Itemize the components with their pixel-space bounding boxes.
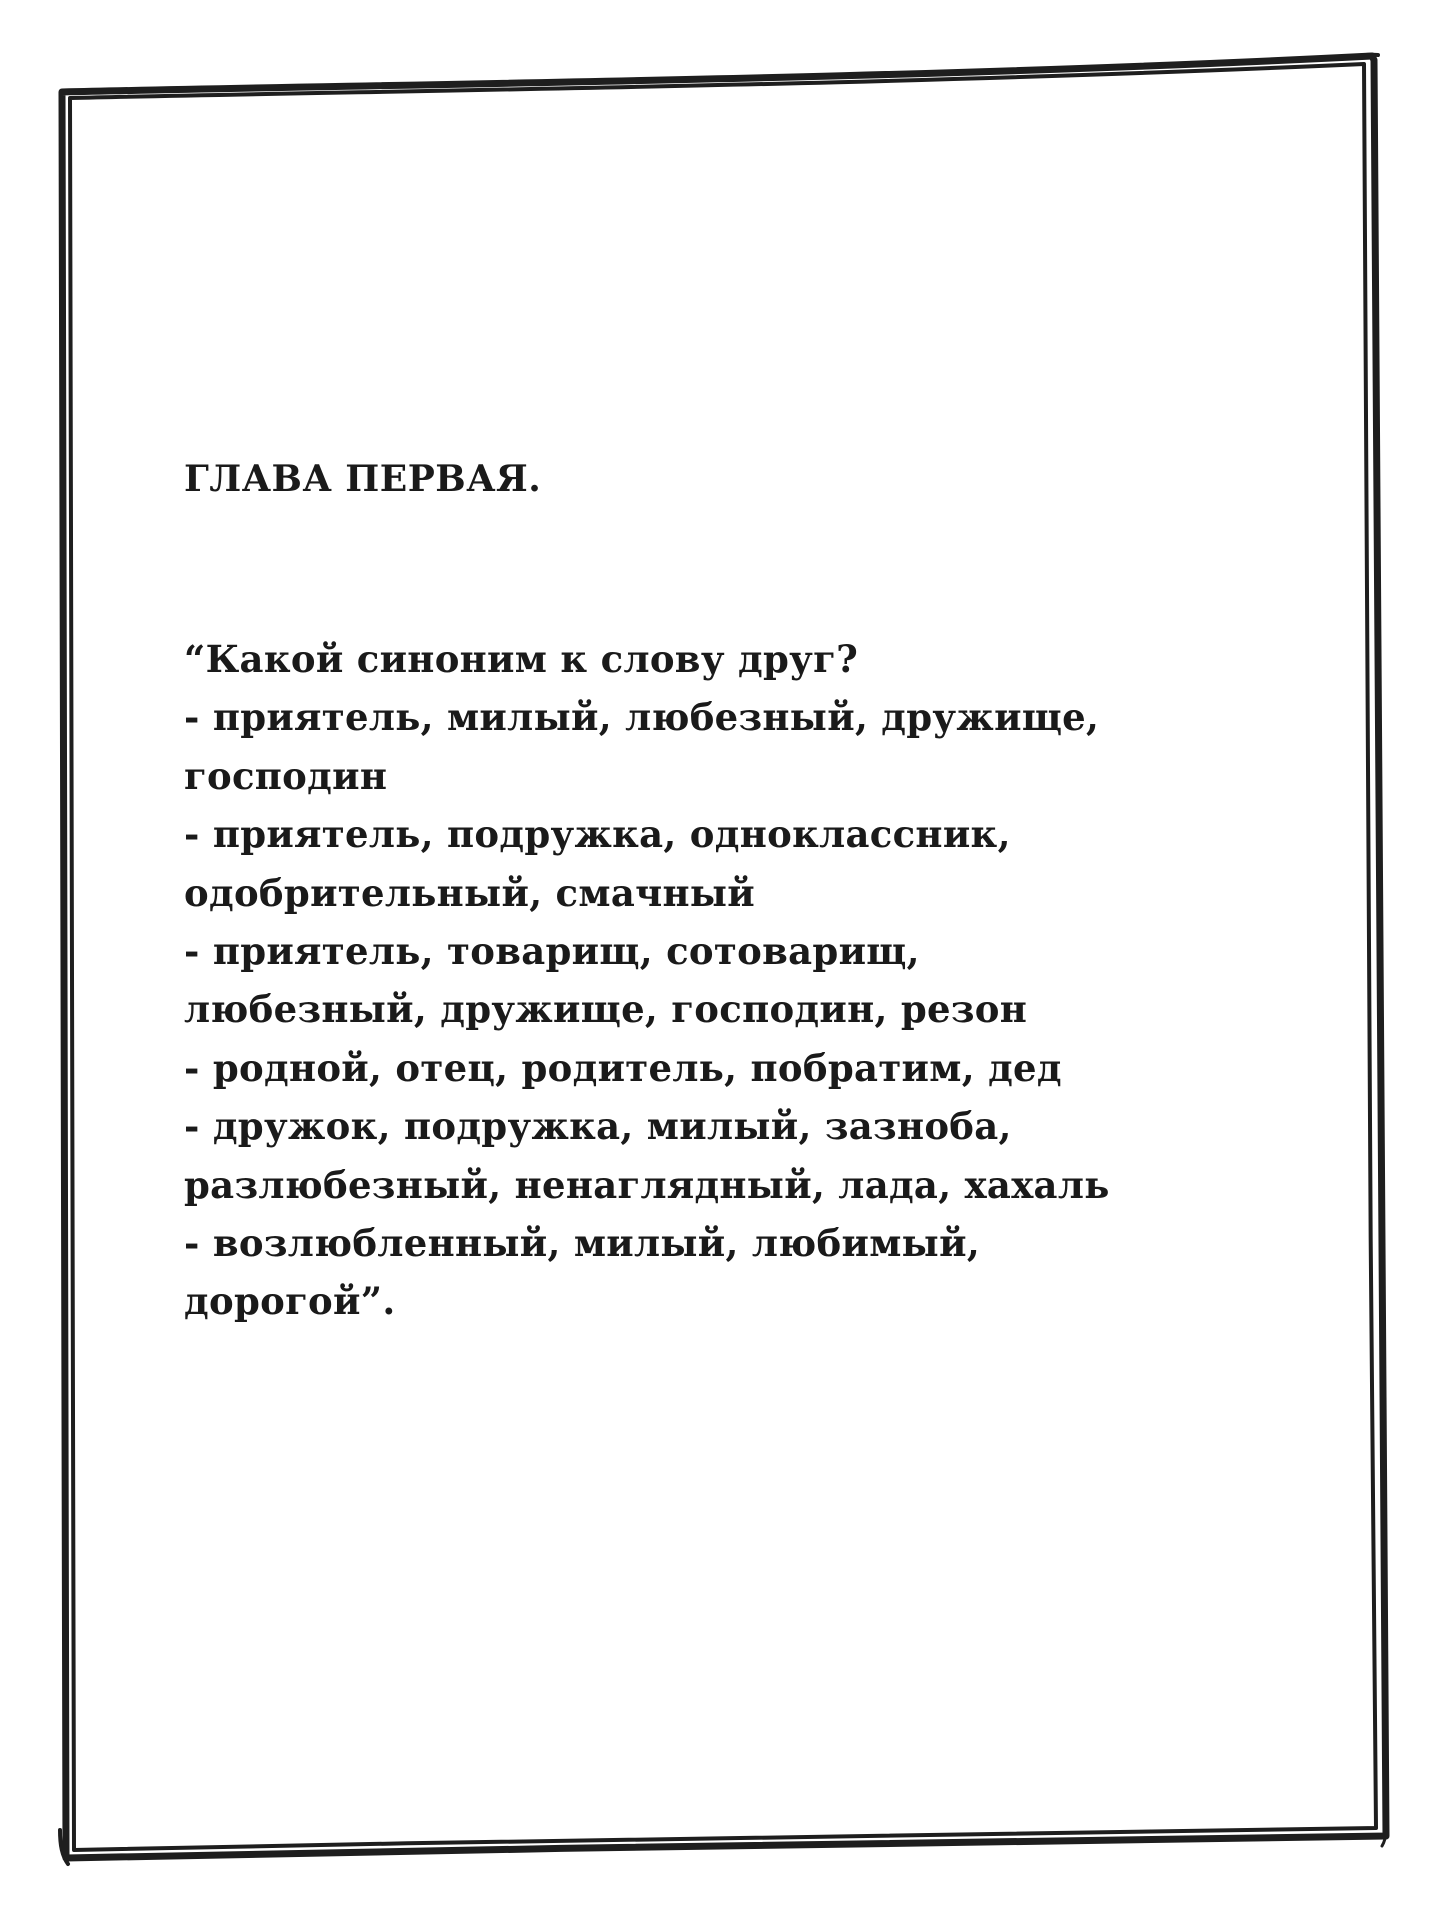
text-line: - приятель, подружка, одноклассник, xyxy=(184,812,1011,857)
text-line: разлюбезный, ненаглядный, лада, хахаль xyxy=(184,1162,1110,1207)
text-line: любезный, дружище, господин, резон xyxy=(184,987,1028,1032)
text-line: - дружок, подружка, милый, зазноба, xyxy=(184,1104,1012,1149)
chapter-title: ГЛАВА ПЕРВАЯ. xyxy=(184,458,542,500)
text-line: - приятель, товарищ, сотоварищ, xyxy=(184,929,920,974)
text-line: - родной, отец, родитель, побратим, дед xyxy=(184,1045,1062,1090)
quote-body xyxy=(184,630,1110,1331)
text-line: “Какой синоним к слову друг? xyxy=(184,637,859,681)
text-line: одобрительный, смачный xyxy=(184,870,755,915)
text-line: - возлюбленный, милый, любимый, xyxy=(184,1221,981,1266)
text-line: дорогой”. xyxy=(184,1279,396,1324)
text-line: господин xyxy=(184,753,388,798)
text-line: - приятель, милый, любезный, дружище, xyxy=(184,695,1100,740)
